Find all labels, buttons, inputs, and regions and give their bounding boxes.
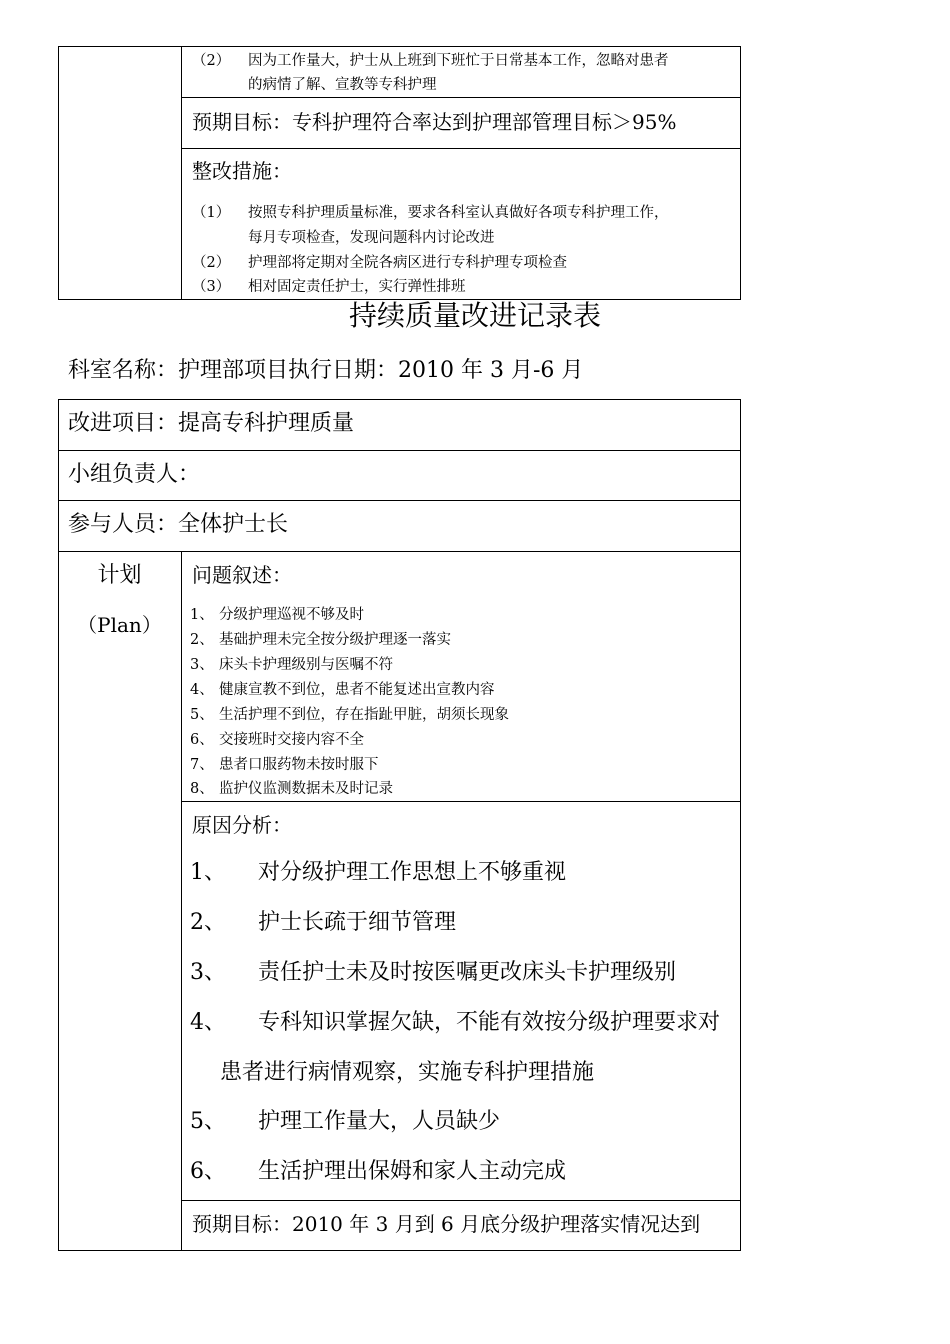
- problem-text: 基础护理未完全按分级护理逐一落实: [219, 632, 451, 648]
- measure-number: （3）: [192, 279, 231, 295]
- problem-number: 7、: [190, 757, 214, 773]
- department-line: 科室名称：护理部项目执行日期：2010 年 3 月-6 月: [68, 358, 584, 383]
- problem-text: 交接班时交接内容不全: [219, 732, 364, 748]
- cause-number: 3、: [190, 960, 226, 985]
- problem-number: 2、: [190, 632, 214, 648]
- problem-number: 5、: [190, 707, 214, 723]
- participants: 参与人员：全体护士长: [68, 512, 289, 537]
- measure-text: 按照专科护理质量标准，要求各科室认真做好各项专科护理工作，: [248, 205, 669, 221]
- problem-text: 床头卡护理级别与医嘱不符: [219, 657, 393, 673]
- measure-text: 护理部将定期对全院各病区进行专科护理专项检查: [248, 255, 567, 271]
- problem-text: 患者口服药物未按时服下: [219, 757, 379, 773]
- problem-text: 分级护理巡视不够及时: [219, 607, 364, 623]
- plan-label-english: （Plan）: [77, 613, 162, 637]
- group-leader: 小组负责人：: [68, 462, 201, 487]
- problem-text: 生活护理不到位，存在指趾甲脏，胡须长现象: [219, 707, 509, 723]
- cause-text-cont: 患者进行病情观察，实施专科护理措施: [220, 1060, 595, 1085]
- improvement-project: 改进项目：提高专科护理质量: [68, 411, 355, 436]
- measure-number: （1）: [192, 205, 231, 221]
- measure-number: （2）: [192, 255, 231, 271]
- problem-number: 3、: [190, 657, 214, 673]
- measure-text: 相对固定责任护士，实行弹性排班: [248, 279, 466, 295]
- cause-number: 2、: [190, 910, 226, 935]
- cause-text: 护士长疏于细节管理: [258, 910, 457, 935]
- problem-number: 1、: [190, 607, 214, 623]
- problem-text: 健康宣教不到位，患者不能复述出宣教内容: [219, 682, 495, 698]
- problem-title: 问题叙述：: [192, 563, 292, 587]
- cause-number: 6、: [190, 1159, 226, 1184]
- measure-text-cont: 每月专项检查，发现问题科内讨论改进: [248, 230, 495, 246]
- cause-text: 对分级护理工作思想上不够重视: [258, 860, 567, 885]
- cause-text: 责任护士未及时按医嘱更改床头卡护理级别: [258, 960, 677, 985]
- problem-number: 6、: [190, 732, 214, 748]
- top-expected-goal: 预期目标：专科护理符合率达到护理部管理目标＞95%: [192, 110, 677, 134]
- form-title: 持续质量改进记录表: [348, 299, 601, 332]
- measures-title: 整改措施：: [192, 159, 292, 183]
- cause-text: 护理工作量大，人员缺少: [258, 1109, 501, 1134]
- plan-label: 计划: [97, 563, 142, 588]
- cause-number: 4、: [190, 1010, 226, 1035]
- expected-goal: 预期目标：2010 年 3 月到 6 月底分级护理落实情况达到: [192, 1212, 701, 1236]
- problem-number: 4、: [190, 682, 214, 698]
- cause-number: 1、: [190, 860, 226, 885]
- problem-text: 监护仪监测数据未及时记录: [219, 781, 393, 797]
- cause-number: 5、: [190, 1109, 226, 1134]
- top-item-2-text-cont: 的病情了解、宣教等专科护理: [248, 77, 437, 93]
- cause-text: 专科知识掌握欠缺，不能有效按分级护理要求对: [258, 1010, 721, 1035]
- cause-title: 原因分析：: [192, 813, 292, 837]
- top-item-2-text: 因为工作量大，护士从上班到下班忙于日常基本工作，忽略对患者: [248, 53, 669, 69]
- top-item-2-number: （2）: [192, 53, 231, 69]
- problem-number: 8、: [190, 781, 214, 797]
- cause-text: 生活护理出保姆和家人主动完成: [258, 1159, 567, 1184]
